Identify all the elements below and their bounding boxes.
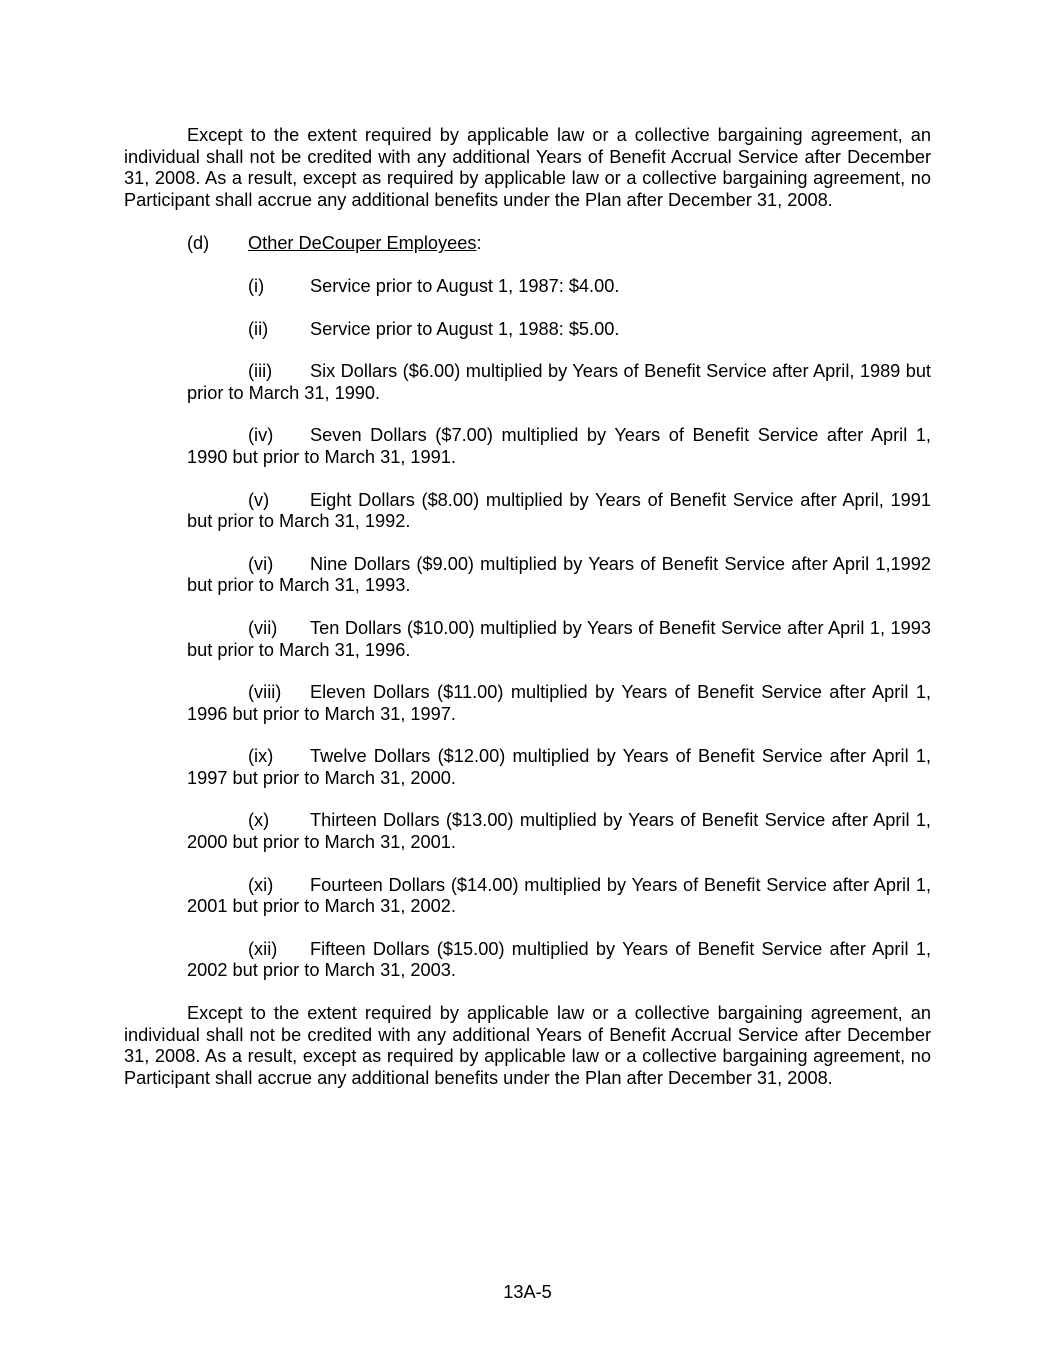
list-item-text: Seven Dollars ($7.00) multiplied by Years of Benefit Service after April 1, 1990 but prior to March 31, 1991. [187, 425, 931, 467]
list-item-number: (viii) [248, 682, 282, 703]
list-item-number: (ii) [248, 318, 269, 339]
list-item [187, 939, 931, 982]
list-item-text: Eleven Dollars ($11.00) multiplied by Years of Benefit Service after April 1, 1996 but prior to March 31, 1997. [187, 682, 931, 724]
list-item [187, 554, 931, 597]
paragraph-bottom: Except to the extent required by applicable law or a collective bargaining agreement, an individual shall not be credited with any additional Years of Benefit Accrual Service after December 31, 2008. As a result, except as required by applicable law or a collective bargaining agreement, no Participant shall accrue any additional benefits under the Plan after December 31, 2008. [124, 1003, 931, 1088]
section-title: Other DeCouper Employees [248, 233, 477, 254]
list-item [187, 810, 931, 853]
list-item [187, 618, 931, 661]
list-item-text: Ten Dollars ($10.00) multiplied by Years of Benefit Service after April 1, 1993 but prior to March 31, 1996. [187, 617, 931, 660]
section-heading [187, 233, 931, 255]
list-item-number: (vi) [248, 553, 274, 574]
list-item [187, 875, 931, 918]
list-item [187, 319, 931, 341]
page-number: 13A-5 [503, 1282, 552, 1302]
list-item [187, 682, 931, 725]
section-title-suffix: : [476, 233, 482, 254]
list-item [187, 361, 931, 404]
list-item-number: (xii) [248, 938, 278, 959]
list-item [187, 746, 931, 789]
list-item [187, 276, 931, 298]
list-item-number: (vii) [248, 617, 278, 638]
list-item-text: Eight Dollars ($8.00) multiplied by Years of Benefit Service after April, 1991 but prior to March 31, 1992. [187, 489, 931, 532]
list-item-number: (iv) [248, 425, 274, 446]
paragraph-top: Except to the extent required by applicable law or a collective bargaining agreement, an individual shall not be credited with any additional Years of Benefit Accrual Service after December 31, 2008. As a result, except as required by applicable law or a collective bargaining agreement, no Participant shall accrue any additional benefits under the Plan after December 31, 2008. [124, 125, 931, 210]
list-item-number: (i) [248, 275, 265, 296]
list-item-text: Service prior to August 1, 1988: $5.00. [310, 318, 620, 339]
list-item-text: Service prior to August 1, 1987: $4.00. [310, 275, 620, 296]
section-title-wrap [248, 233, 482, 255]
list-item-text: Fourteen Dollars ($14.00) multiplied by Years of Benefit Service after April 1, 2001 but prior to March 31, 2002. [187, 874, 931, 917]
list-item-number: (v) [248, 489, 270, 510]
list-item-number: (xi) [248, 874, 274, 895]
section-number: (d) [187, 233, 210, 254]
list-item-text: Fifteen Dollars ($15.00) multiplied by Years of Benefit Service after April 1, 2002 but prior to March 31, 2003. [187, 938, 931, 981]
list-item-number: (ix) [248, 746, 274, 767]
list-item-text: Nine Dollars ($9.00) multiplied by Years of Benefit Service after April 1,1992 but prior to March 31, 1993. [187, 553, 931, 596]
list-item [187, 490, 931, 533]
list-item-text: Thirteen Dollars ($13.00) multiplied by Years of Benefit Service after April 1, 2000 but prior to March 31, 2001. [187, 810, 931, 853]
list-item-number: (x) [248, 810, 270, 831]
list-item [187, 425, 931, 468]
list-item-text: Six Dollars ($6.00) multiplied by Years of Benefit Service after April, 1989 but prior to March 31, 1990. [187, 361, 931, 403]
page-body [124, 125, 931, 1089]
list-item-text: Twelve Dollars ($12.00) multiplied by Years of Benefit Service after April 1, 1997 but prior to March 31, 2000. [187, 746, 931, 788]
item-list [124, 276, 931, 982]
list-item-number: (iii) [248, 361, 273, 382]
